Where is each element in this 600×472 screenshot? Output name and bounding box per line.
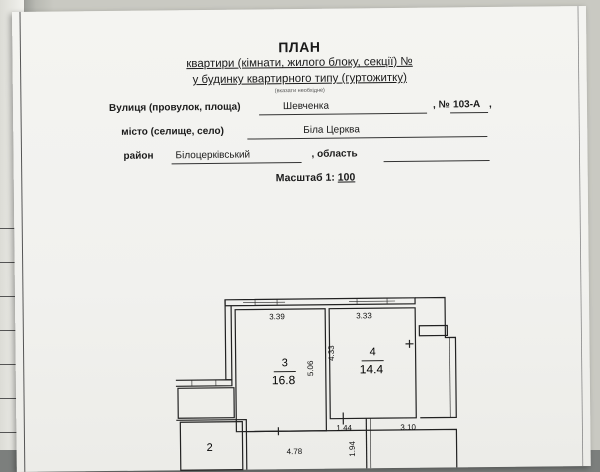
street-value: Шевченка	[283, 101, 329, 112]
district-value: Білоцерківський	[175, 150, 250, 162]
dim-room4-height: 4.33	[327, 345, 336, 361]
room-4-area: 14.4	[360, 362, 384, 376]
wall-top	[225, 298, 415, 306]
document-page	[12, 6, 591, 472]
region-label: , область	[311, 148, 357, 159]
district-label: район	[123, 151, 153, 162]
subtitle-apartment: квартири (кімнати, жилого блоку, секції) №	[13, 54, 587, 72]
room-2-number: 2	[207, 442, 213, 454]
city-value: Біла Церква	[303, 124, 360, 136]
room-3-area: 16.8	[272, 373, 296, 387]
page-title: ПЛАН	[12, 36, 586, 58]
number-value: 103-А	[453, 99, 480, 110]
subtitle-building: у будинку квартирного типу (гуртожитку)	[13, 70, 587, 88]
room-3-number: 3	[282, 357, 288, 369]
city-label: місто (селище, село)	[121, 126, 224, 138]
dim-room3-width: 3.39	[269, 312, 285, 321]
room-4-number: 4	[370, 346, 376, 358]
number-suffix: ,	[489, 99, 492, 110]
scale-label: Масштаб 1:	[276, 172, 335, 185]
dim-corridor-b: 3.10	[400, 423, 416, 432]
wall-left-upper	[225, 300, 232, 380]
dim-room3-height: 5.06	[306, 361, 315, 377]
street-label: Вулиця (провулок, площа)	[109, 102, 241, 114]
dim-corridor-d: 1.94	[348, 441, 357, 457]
dim-corridor-c: 4.78	[287, 447, 303, 456]
balcony-door	[419, 325, 447, 335]
scale-value: 100	[338, 171, 356, 183]
floor-plan	[12, 6, 591, 472]
wall-mid-left	[176, 380, 232, 387]
wall-divider	[366, 418, 367, 468]
number-label: , №	[433, 99, 450, 110]
subtitle-note: (вказати необхідне)	[13, 85, 587, 97]
dim-corridor-a: 1.44	[336, 423, 352, 432]
room-small-left	[178, 388, 234, 419]
dim-room4-width: 3.33	[356, 311, 372, 320]
